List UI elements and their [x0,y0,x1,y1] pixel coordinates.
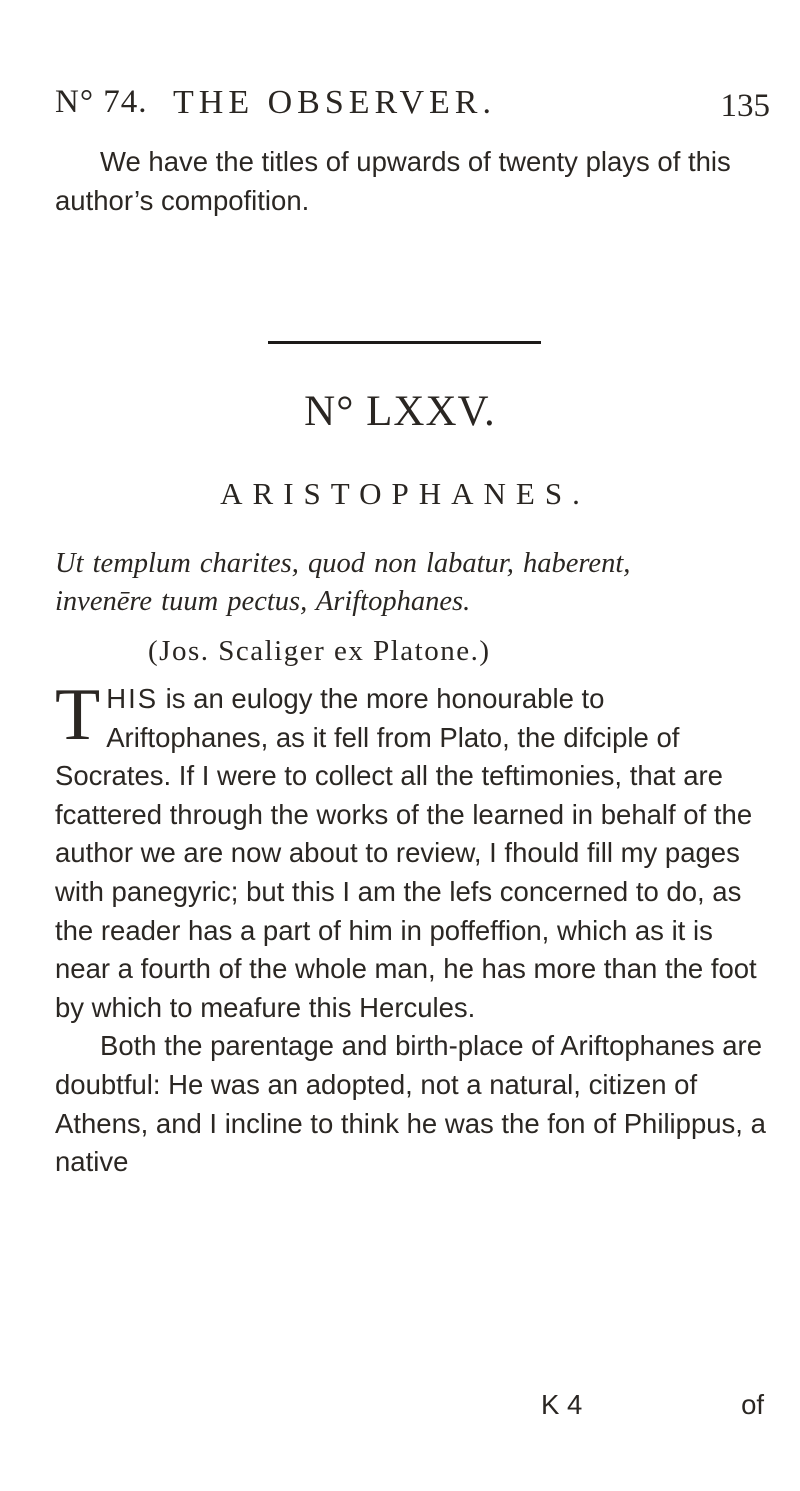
essay-subject: ARISTOPHANES. [220,476,590,511]
running-header [55,84,770,124]
essay-number: N° LXXV. [304,388,496,435]
epigraph [55,545,772,621]
drop-cap: T [55,674,101,756]
epigraph-line-2: invenēre tuum pectus, Ariftophanes. [55,586,471,617]
section-divider [268,341,541,344]
issue-number: N° 74. [55,84,148,120]
catchword: of [741,1389,764,1420]
running-title: THE OBSERVER. [173,84,496,121]
signature-mark: K 4 [541,1389,583,1420]
opening-caps: HIS [106,683,159,714]
epigraph-line-1: Ut templum charites, quod non labatur, haberent, [55,548,631,579]
intro-paragraph: We have the titles of upwards of twenty plays of this author’s compofition. [55,146,731,216]
paragraph-1 [55,674,772,1027]
paragraph-2: Both the parentage and birth-place of Ariftophanes are doubtful: He was an adopted, not a natural, citizen of Athens, and I incline to think he was the fon of Philippus, a native [55,1030,766,1178]
epigraph-attribution: (Jos. Scaliger ex Platone.) [148,635,491,667]
page-number: 135 [720,88,770,124]
paragraph-1-text: is an eulogy the more honourable to Ariftophanes, as it fell from Plato, the difciple of Socrates. If I were to collect all the teftimonies, that are fcattered through the works of the learned in behalf of the author we are now about to review, I fhould fill my pages with panegyric; but this I am the lefs concerned to do, as the reader has a part of him in poffeffion, which as it is near a fourth of the whole man, he has more than the foot by which to meafure this Hercules. [55,683,757,1023]
page-footer [55,1389,772,1429]
essay-body [55,674,772,1182]
